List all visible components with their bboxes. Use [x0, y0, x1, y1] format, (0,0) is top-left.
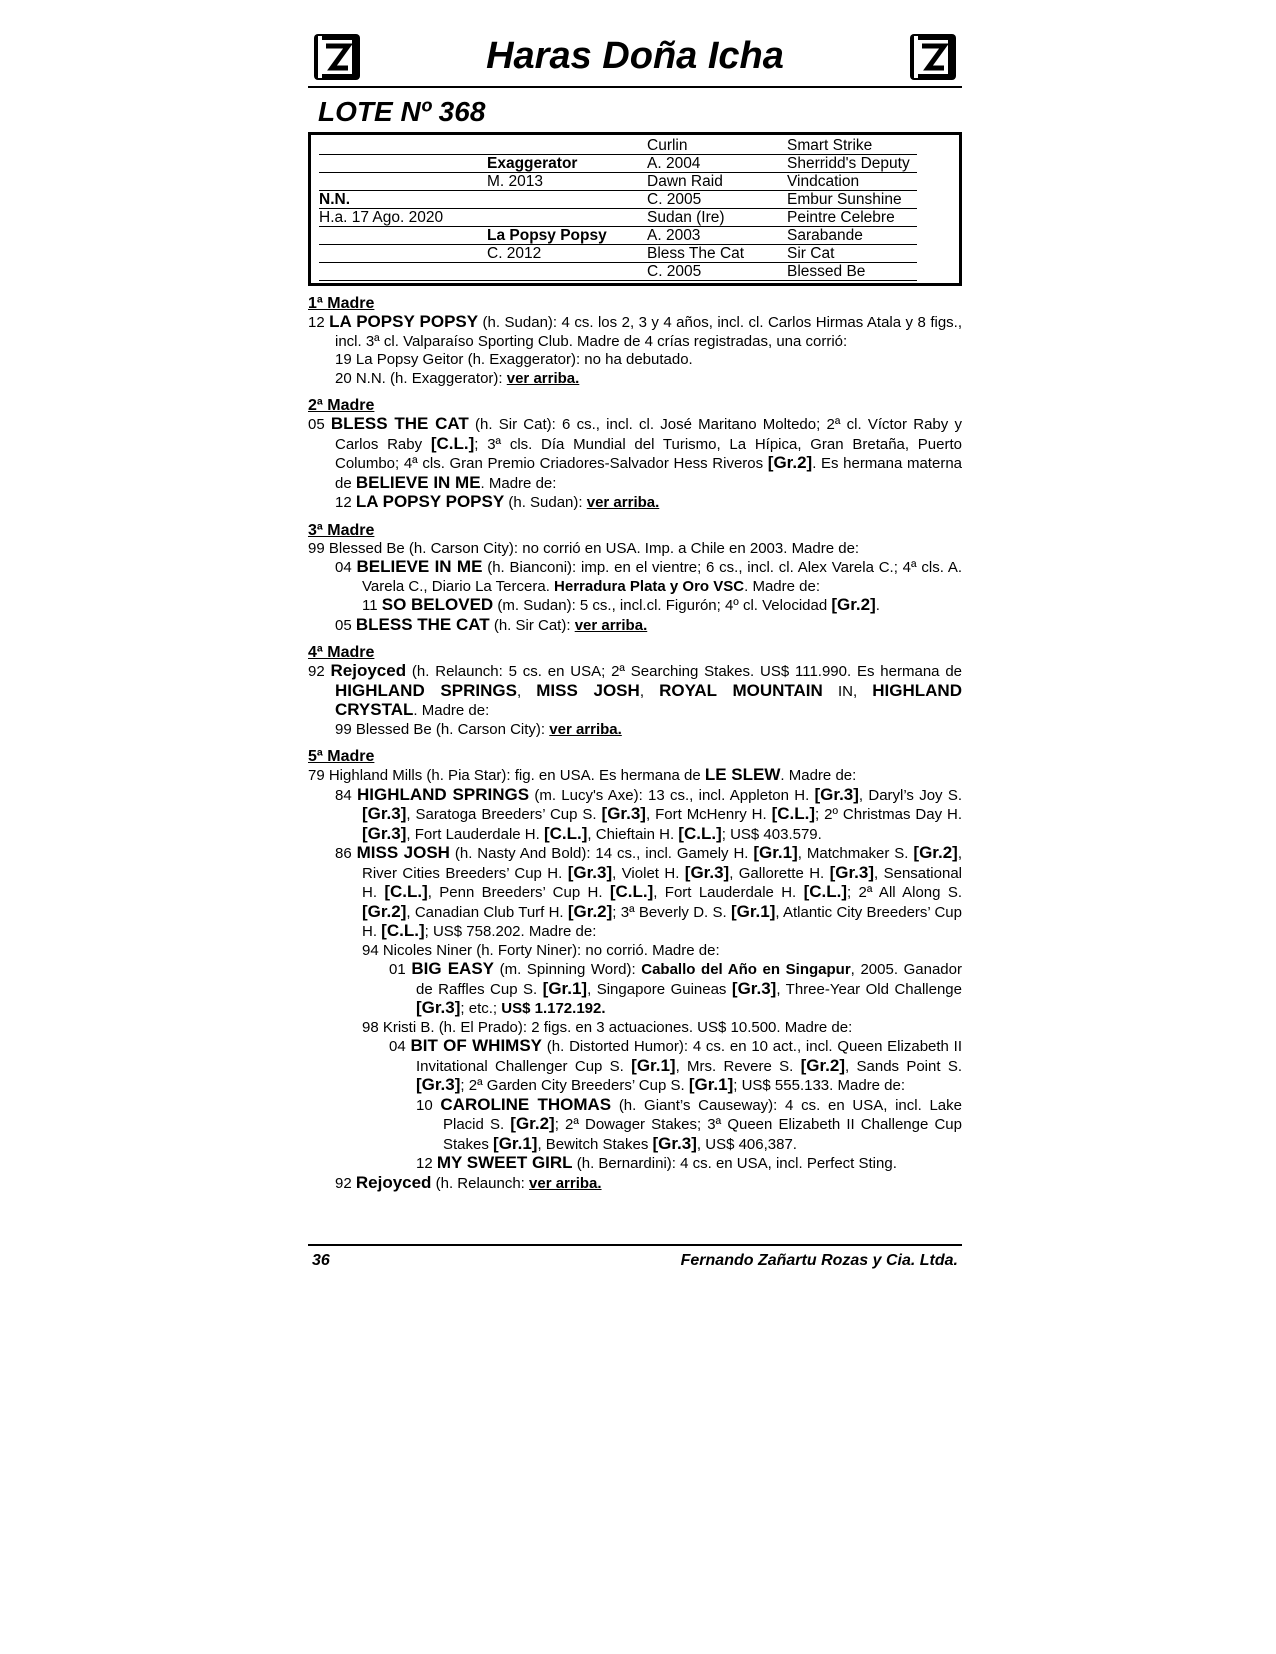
dam-5-descendant-1: 10 CAROLINE THOMAS (h. Giant’s Causeway): 4 cs. en USA, incl. Lake Placid S. [Gr.2]; 2ª Dowager Stakes; 3ª Queen Elizabeth II Challenge Cup Stakes [Gr.1], Bewitch Stakes [Gr.3], US$ 406,387.: [416, 1094, 962, 1153]
ped-sire-year: M. 2013: [487, 173, 647, 191]
dam-5-grandoffspring-1: 94 Nicoles Niner (h. Forty Niner): no corrió. Madre de:: [362, 941, 720, 959]
section-heading-1: 1ª Madre: [308, 295, 375, 312]
ped-empty: [319, 155, 487, 173]
dam-3-offspring-1: 04 BELIEVE IN ME (h. Bianconi): imp. en el vientre; 6 cs., incl. cl. Alex Varela C.; 4ª cls. A. Varela C., Diario La Tercera. Herradura Plata y Oro VSC. Madre de:: [335, 557, 962, 595]
dam-5-offspring-3: 92 Rejoyced (h. Relaunch: ver arriba.: [335, 1172, 602, 1192]
ped-empty: [319, 137, 487, 155]
ped-empty: [319, 173, 487, 191]
lote-number: LOTE Nº 368: [318, 96, 486, 127]
section-heading-3: 3ª Madre: [308, 521, 375, 539]
page-number: 36: [312, 1252, 330, 1269]
section-heading-4: 4ª Madre: [308, 644, 375, 661]
dam-2-entry: 05 BLESS THE CAT (h. Sir Cat): 6 cs., incl. cl. José Maritano Moltedo; 2ª cl. Víctor Raby y Carlos Raby [C.L.]; 3ª cls. Día Mundial del Turismo, La Hípica, Gran Bretaña, Puerto Columbo; 4ª cls. Gran Premio Criadores-Salvador Hess Riveros [Gr.2]. Es hermana materna de BELIEVE IN ME. Madre de:: [308, 414, 962, 492]
dam-3-offspring-2: 05 BLESS THE CAT (h. Sir Cat): ver arriba.: [335, 614, 648, 634]
dam-5-greatgrandoffspring-1: 01 BIG EASY (m. Spinning Word): Caballo del Año en Singapur, 2005. Ganador de Raffles Cup S. [Gr.1], Singapore Guineas [Gr.3], Three-Year Old Challenge [Gr.3]; etc.; US$ 1.172.192.: [389, 959, 962, 1017]
ped-g4-5: Peintre Celebre: [787, 209, 917, 227]
dam-5-grandoffspring-2: 98 Kristi B. (h. El Prado): 2 figs. en 3 actuaciones. US$ 10.500. Madre de:: [362, 1018, 853, 1036]
company-name: Fernando Zañartu Rozas y Cia. Ltda.: [680, 1252, 958, 1269]
ped-empty: [319, 263, 487, 281]
dam-5-greatgrandoffspring-2: 04 BIT OF WHIMSY (h. Distorted Humor): 4 cs. en 10 act., incl. Queen Elizabeth II Invitational Challenger Cup S. [Gr.1], Mrs. Revere S. [Gr.2], Sands Point S. [Gr.3]; 2ª Garden City Breeders’ Cup S. [Gr.1]; US$ 555.133. Madre de:: [389, 1036, 962, 1094]
catalog-page: [308, 28, 962, 1193]
dam-5-entry: 79 Highland Mills (h. Pia Star): fig. en USA. Es hermana de LE SLEW. Madre de:: [308, 765, 857, 784]
ped-empty: [487, 263, 647, 281]
ped-g4-2: Sherridd's Deputy: [787, 155, 917, 173]
page-footer: [308, 1244, 962, 1270]
see-above-link: ver arriba.: [574, 616, 648, 634]
see-above-link: ver arriba.: [506, 369, 580, 387]
ped-empty: [487, 137, 647, 155]
ped-g3-6: A. 2003: [647, 227, 787, 245]
ped-g4-3: Vindcation: [787, 173, 917, 191]
ped-g4-8: Blessed Be: [787, 263, 917, 281]
ped-g3-8: C. 2005: [647, 263, 787, 281]
dam-3-entry: 99 Blessed Be (h. Carson City): no corrió en USA. Imp. a Chile en 2003. Madre de:: [308, 539, 860, 557]
ped-g4-4: Embur Sunshine: [787, 191, 917, 209]
ped-horse-name: N.N.: [319, 191, 487, 209]
dam-1-offspring-1: 19 La Popsy Geitor (h. Exaggerator): no ha debutado.: [335, 351, 693, 368]
ped-empty: [319, 227, 487, 245]
dam-5-descendant-2: 12 MY SWEET GIRL (h. Bernardini): 4 cs. en USA, incl. Perfect Sting.: [416, 1153, 897, 1172]
page-header: [308, 28, 962, 88]
dam-2-offspring-1: 12 LA POPSY POPSY (h. Sudan): ver arriba.: [335, 492, 660, 511]
ped-g3-4: C. 2005: [647, 191, 787, 209]
page-title: Haras Doña Icha: [486, 35, 784, 77]
ped-dam-year: C. 2012: [487, 245, 647, 263]
ped-horse-birth: H.a. 17 Ago. 2020: [319, 209, 487, 227]
dam-1-offspring-2: 20 N.N. (h. Exaggerator): ver arriba.: [335, 369, 580, 387]
ped-g3-7: Bless The Cat: [647, 245, 787, 263]
section-heading-5: 5ª Madre: [308, 748, 375, 765]
ped-sire: Exaggerator: [487, 155, 647, 173]
ped-g4-1: Smart Strike: [787, 137, 917, 155]
haras-logo-right-icon: [908, 32, 958, 82]
ped-g3-3: Dawn Raid: [647, 173, 787, 191]
ped-empty: [487, 191, 647, 209]
dam-5-offspring-2: 86 MISS JOSH (h. Nasty And Bold): 14 cs., incl. Gamely H. [Gr.1], Matchmaker S. [Gr.2], River Cities Breeders’ Cup H. [Gr.3], Violet H. [Gr.3], Gallorette H. [Gr.3], Sensational H. [C.L.], Penn Breeders’ Cup H. [C.L.], Fort Lauderdale H. [C.L.]; 2ª All Along S. [Gr.2], Canadian Club Turf H. [Gr.2]; 3ª Beverly D. S. [Gr.1], Atlantic City Breeders’ Cup H. [C.L.]; US$ 758.202. Madre de:: [335, 843, 962, 940]
dam-4-entry: 92 Rejoyced (h. Relaunch: 5 cs. en USA; 2ª Searching Stakes. US$ 111.990. Es hermana de HIGHLAND SPRINGS, MISS JOSH, ROYAL MOUNTAIN IN, HIGHLAND CRYSTAL. Madre de:: [308, 661, 963, 719]
ped-g4-7: Sir Cat: [787, 245, 917, 263]
ped-g3-2: A. 2004: [647, 155, 787, 173]
pedigree-table: [308, 132, 962, 286]
see-above-link: ver arriba.: [586, 494, 660, 511]
dam-1-entry: 12 LA POPSY POPSY (h. Sudan): 4 cs. los 2, 3 y 4 años, incl. cl. Carlos Hirmas Atala y 8 figs., incl. 3ª cl. Valparaíso Sporting Club. Madre de 4 crías registradas, una corrió:: [308, 312, 963, 350]
see-above-link: ver arriba.: [549, 720, 622, 738]
ped-empty: [487, 209, 647, 227]
ped-g3-1: Curlin: [647, 137, 787, 155]
dam-3-grandoffspring-1: 11 SO BELOVED (m. Sudan): 5 cs., incl.cl. Figurón; 4º cl. Velocidad [Gr.2].: [362, 595, 880, 614]
see-above-link: ver arriba.: [529, 1174, 602, 1192]
dam-5-offspring-1: 84 HIGHLAND SPRINGS (m. Lucy's Axe): 13 cs., incl. Appleton H. [Gr.3], Daryl’s Joy S. [Gr.3], Saratoga Breeders’ Cup S. [Gr.3], Fort McHenry H. [C.L.]; 2º Christmas Day H. [Gr.3], Fort Lauderdale H. [C.L.], Chieftain H. [C.L.]; US$ 403.579.: [335, 784, 963, 843]
ped-g3-5: Sudan (Ire): [647, 209, 787, 227]
dam-4-offspring-1: 99 Blessed Be (h. Carson City): ver arriba.: [335, 720, 622, 738]
section-heading-2: 2ª Madre: [308, 397, 375, 414]
ped-empty: [319, 245, 487, 263]
ped-g4-6: Sarabande: [787, 227, 917, 245]
ped-dam: La Popsy Popsy: [487, 227, 647, 245]
